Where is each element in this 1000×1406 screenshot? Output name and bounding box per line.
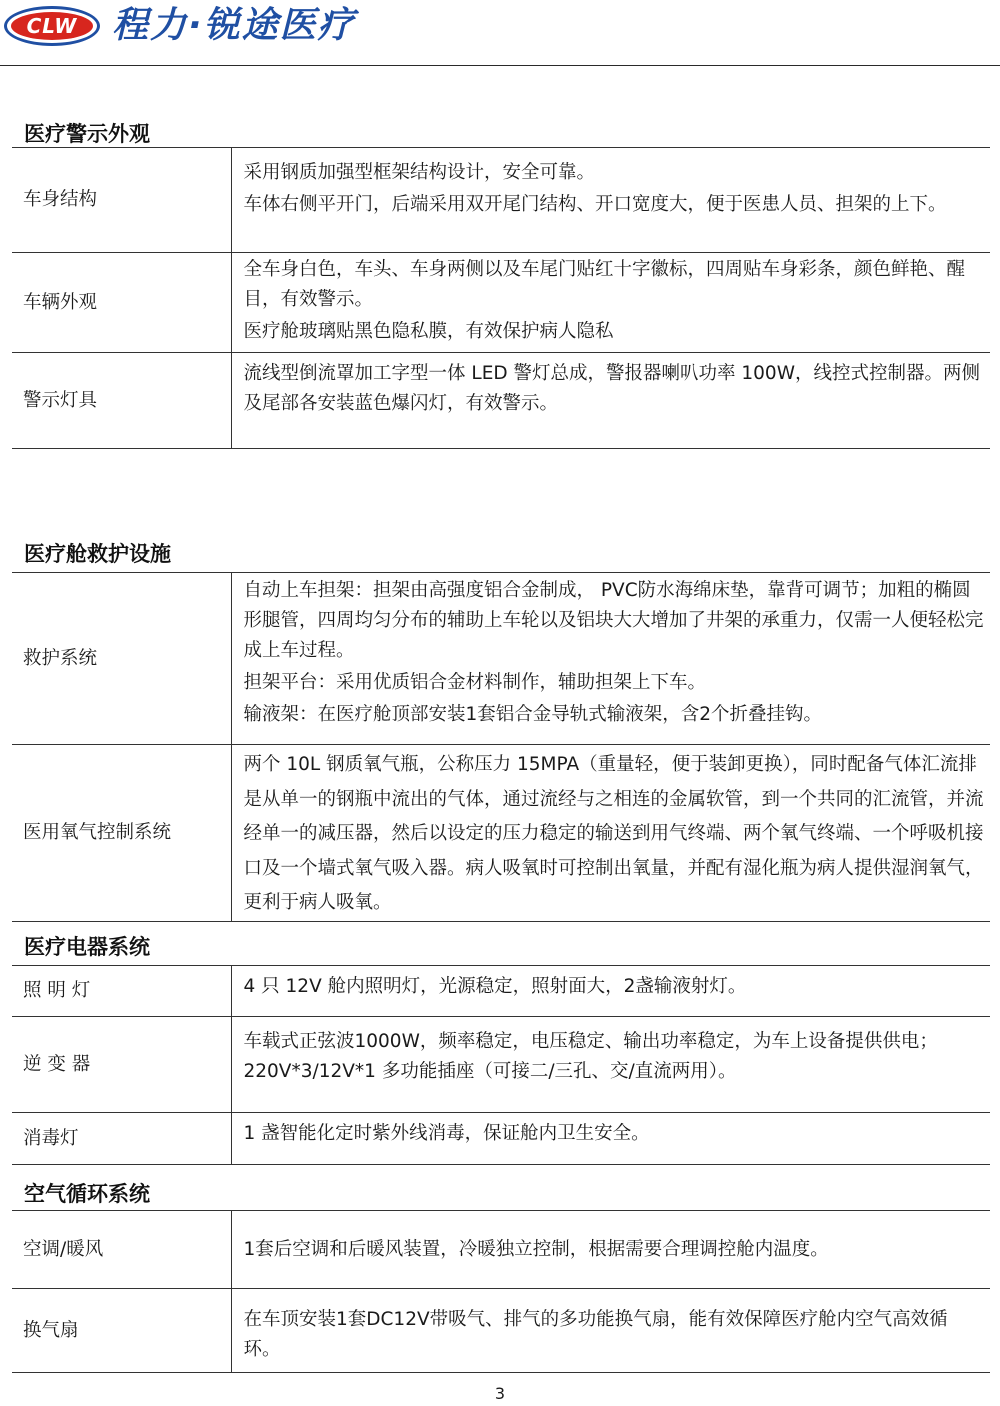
row-content [231, 1211, 990, 1289]
row-text: 两个 10L 钢质氧气瓶，公称压力 15MPA（重量轻，便于装卸更换），同时配备气体汇流排是从单一的钢瓶中流出的气体，通过流经与之相连的金属软管，到一个共同的汇流管，并流经单一的减压器，然后以设定的压力稳定的输送到用气终端、两个氧气终端、一个呼吸机接口及一个墙式氧气吸入器。病人吸氧时可控制出氧量，并配有湿化瓶为病人提供湿润氧气，更利于病人吸氧。 [243, 754, 984, 913]
logo-badge-text: CLW [11, 12, 93, 40]
spec-table-rescue [12, 572, 990, 922]
table-row [12, 1017, 990, 1113]
row-label: 警示灯具 [12, 353, 231, 449]
table-row [12, 1113, 990, 1165]
section-title-air: 空气循环系统 [24, 1182, 150, 1206]
table-row [12, 253, 990, 353]
row-text: 在车顶安装1套DC12V带吸气、排气的多功能换气扇，能有效保障医疗舱内空气高效循环。 [243, 1309, 948, 1360]
table-row [12, 1211, 990, 1289]
section-electrical [12, 965, 990, 1165]
row-text: 流线型倒流罩加工字型一体 LED 警灯总成，警报器喇叭功率 100W，线控式控制器。两侧及尾部各安装蓝色爆闪灯，有效警示。 [243, 363, 980, 414]
brand-name: 程力·锐途医疗 [112, 5, 356, 46]
table-row [12, 745, 990, 922]
row-content [231, 1113, 990, 1165]
row-text: 车载式正弦波1000W，频率稳定，电压稳定、输出功率稳定，为车上设备提供供电；220V*3/12V*1 多功能插座（可接二/三孔、交/直流两用）。 [243, 1031, 938, 1082]
row-label: 医用氧气控制系统 [12, 745, 231, 922]
row-label: 照 明 灯 [12, 966, 231, 1017]
row-label: 救护系统 [12, 573, 231, 745]
row-content [231, 966, 990, 1017]
row-text: 担架平台：采用优质铝合金材料制作，辅助担架上下车。 [243, 672, 707, 693]
spec-table-electrical [12, 965, 990, 1165]
row-content [231, 148, 990, 253]
section-title-electrical: 医疗电器系统 [24, 935, 150, 959]
spec-table-air [12, 1210, 990, 1373]
row-text: 采用钢质加强型框架结构设计，安全可靠。 [243, 162, 596, 183]
row-content [231, 745, 990, 922]
row-content [231, 573, 990, 745]
row-text: 1套后空调和后暖风装置，冷暖独立控制，根据需要合理调控舱内温度。 [243, 1238, 829, 1260]
row-label: 车辆外观 [12, 253, 231, 353]
row-text: 1 盏智能化定时紫外线消毒，保证舱内卫生安全。 [243, 1123, 650, 1144]
spec-table-appearance [12, 147, 990, 449]
row-label: 逆 变 器 [12, 1017, 231, 1113]
row-text: 全车身白色，车头、车身两侧以及车尾门贴红十字徽标，四周贴车身彩条，颜色鲜艳、醒目，有效警示。 [243, 259, 966, 310]
section-air [12, 1210, 990, 1373]
row-content [231, 1017, 990, 1113]
page-header [0, 0, 1000, 66]
row-text: 4 只 12V 舱内照明灯，光源稳定，照射面大，2盏输液射灯。 [243, 976, 747, 997]
row-label: 空调/暖风 [12, 1211, 231, 1289]
table-row [12, 148, 990, 253]
section-title-appearance: 医疗警示外观 [24, 122, 150, 146]
row-label: 换气扇 [12, 1289, 231, 1373]
row-content [231, 253, 990, 353]
table-row [12, 353, 990, 449]
row-label: 车身结构 [12, 148, 231, 253]
section-title-rescue: 医疗舱救护设施 [24, 542, 171, 566]
row-text: 医疗舱玻璃贴黑色隐私膜，有效保护病人隐私 [243, 321, 614, 342]
row-content [231, 1289, 990, 1373]
table-row [12, 966, 990, 1017]
section-appearance [12, 147, 990, 449]
row-text: 输液架：在医疗舱顶部安装1套铝合金导轨式输液架，含2个折叠挂钩。 [243, 704, 823, 725]
page-number: 3 [494, 1384, 506, 1403]
section-rescue [12, 572, 990, 922]
table-row [12, 1289, 990, 1373]
clw-logo-icon [4, 6, 100, 46]
row-text: 车体右侧平开门，后端采用双开尾门结构、开口宽度大，便于医患人员、担架的上下。 [243, 194, 947, 215]
table-row [12, 573, 990, 745]
row-label: 消毒灯 [12, 1113, 231, 1165]
row-text: 自动上车担架：担架由高强度铝合金制成， PVC防水海绵床垫，靠背可调节；加粗的椭圆形腿管，四周均匀分布的辅助上车轮以及铝块大大增加了井架的承重力，仅需一人便轻松完成上车过程。 [243, 580, 984, 661]
row-content [231, 353, 990, 449]
